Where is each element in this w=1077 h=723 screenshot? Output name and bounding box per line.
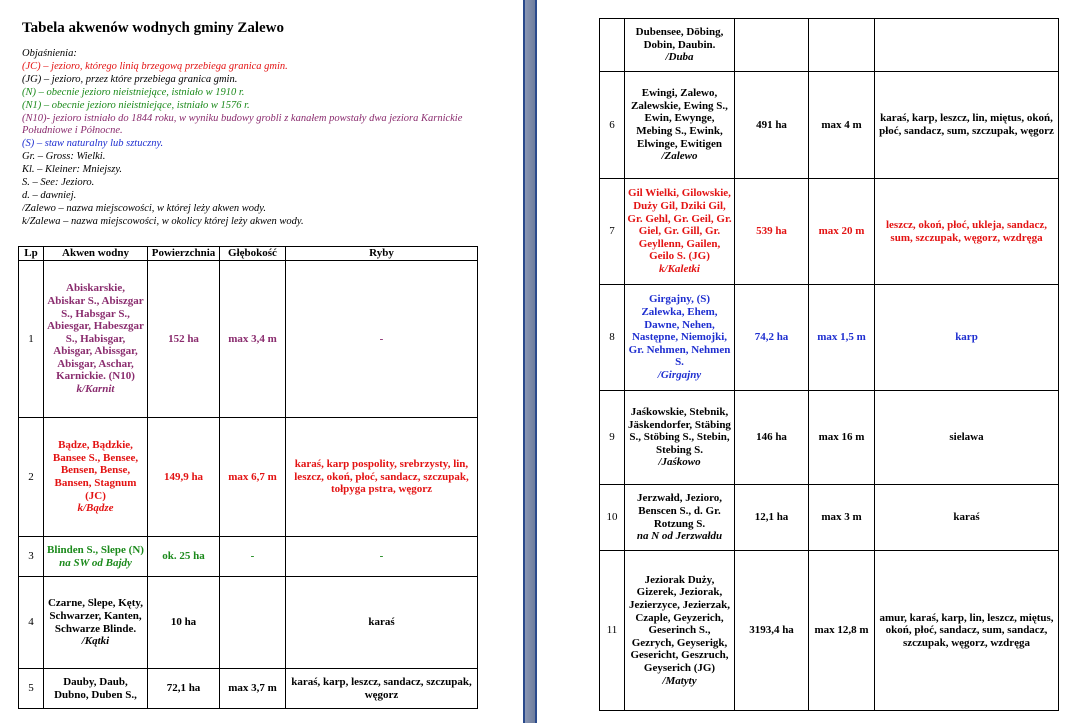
header-glebokosc: Głębokość [220,247,286,261]
cell-ryby [875,551,1059,711]
cell-ryby-text: leszcz, okoń, płoć, ukleja, sandacz, sum, szczupak, węgorz, wzdręga [885,218,1048,244]
cell-lp-text: 2 [28,470,34,483]
cell-ryby-text: karaś [368,616,395,629]
header-akwen: Akwen wodny [44,247,148,261]
cell-glebokosc-text: max 4 m [821,118,862,131]
cell-ryby [286,577,478,669]
cell-akwen [625,179,735,285]
legend [22,48,492,229]
cell-lp-text: 3 [28,550,34,563]
cell-powierzchnia-text: ok. 25 ha [162,550,205,563]
legend-item: (N10)- jezioro istniało do 1844 roku, w wyniku budowy grobli z kanałem powstały dwa jeziora Karnickie Południowe i Północne. [22,112,463,137]
cell-powierzchnia [735,551,809,711]
lakes-table-left [18,246,478,709]
cell-lp [600,551,625,711]
cell-glebokosc [220,418,286,537]
cell-place-text: /Matyty [662,674,697,687]
table-row [19,261,478,418]
cell-place-text: k/Karnit [76,383,115,396]
legend-item: Gr. – Gross: Wielki. [22,151,106,163]
cell-powierzchnia [735,19,809,72]
cell-lp [600,485,625,551]
cell-glebokosc-text: max 3 m [821,511,862,524]
cell-glebokosc [809,391,875,485]
cell-ryby [875,19,1059,72]
cell-akwen-text: Jerzwałd, Jezioro, Benscen S., d. Gr. Rotzung S. [636,492,723,530]
cell-place-text: /Jaśkowo [658,456,701,469]
cell-glebokosc-text: max 3,7 m [228,682,277,695]
document-page-right [537,0,1077,723]
document-page-left [0,0,523,723]
cell-powierzchnia-text: 10 ha [170,616,197,629]
cell-akwen [625,485,735,551]
cell-akwen [625,391,735,485]
cell-glebokosc [220,669,286,709]
cell-powierzchnia [735,72,809,179]
lakes-table-right [599,18,1059,711]
cell-ryby-text: karaś, karp, leszcz, sandacz, szczupak, węgorz [291,675,472,701]
cell-ryby [875,285,1059,391]
cell-akwen-text: Ewingi, Zalewo, Zalewskie, Ewing S., Ewin, Ewynge, Mebing S., Ewink, Elwinge, Ewitigen [631,87,728,150]
cell-akwen [44,261,148,418]
cell-ryby [286,418,478,537]
cell-glebokosc [809,19,875,72]
cell-glebokosc [809,285,875,391]
cell-lp [19,537,44,577]
table-row [600,19,1059,72]
cell-ryby-text: karaś, karp pospolity, srebrzysty, lin, leszcz, okoń, płoć, sandacz, szczupak, tołpyga pstra, węgorz [294,458,469,496]
table-row [600,285,1059,391]
legend-item: (JG) – jezioro, przez które przebiega granica gmin. [22,73,238,85]
table-row [19,537,478,577]
cell-glebokosc-text: max 1,5 m [817,331,866,344]
cell-powierzchnia-text: 149,9 ha [163,470,204,483]
cell-powierzchnia [148,577,220,669]
cell-lp [600,285,625,391]
cell-lp-text: 7 [609,225,615,238]
cell-akwen-text: Gil Wielki, Gilowskie, Duży Gil, Dziki Gil, Gr. Gehl, Gr. Geil, Gr. Giel, Gr. Gill, Gr. Geyllenn, Gailen, Geilo S. (JG) [627,187,732,263]
legend-item: S. – See: Jezioro. [22,177,95,189]
table-row [600,485,1059,551]
cell-ryby-text: karaś [953,511,980,524]
cell-akwen-text: Jaśkowskie, Stebnik, Jäskendorfer, Stäbing S., Stöbing S., Stebin, Stebing S. [628,406,731,456]
cell-powierzchnia [148,418,220,537]
cell-powierzchnia [735,179,809,285]
cell-ryby [286,669,478,709]
cell-lp [19,261,44,418]
cell-akwen [44,537,148,577]
cell-akwen [625,285,735,391]
cell-lp [19,669,44,709]
cell-akwen [625,19,735,72]
cell-powierzchnia [735,285,809,391]
cell-glebokosc [809,485,875,551]
cell-akwen [44,669,148,709]
cell-glebokosc-text: max 16 m [818,431,865,444]
cell-powierzchnia-text: 539 ha [756,225,787,238]
cell-lp [600,179,625,285]
cell-place-text: na N od Jerzwałdu [636,530,723,543]
legend-item: /Zalewo – nazwa miejscowości, w której leży akwen wody. [22,202,267,214]
cell-lp-text: 11 [606,624,618,637]
legend-item: (S) – staw naturalny lub sztuczny. [22,138,164,150]
cell-akwen-text: Dauby, Daub, Dubno, Duben S., [54,675,137,701]
cell-ryby-text: sielawa [949,431,984,444]
cell-powierzchnia-text: 74,2 ha [754,331,789,344]
cell-ryby-text: - [379,550,384,563]
legend-item: Kl. – Kleiner: Mniejszy. [22,164,123,176]
cell-akwen [44,577,148,669]
cell-glebokosc [220,577,286,669]
cell-place-text: k/Bądze [77,502,114,515]
cell-ryby-text: karp [955,331,978,344]
legend-heading: Objaśnienia: [22,48,77,59]
cell-akwen [44,418,148,537]
table-row [19,418,478,537]
header-lp: Lp [19,247,44,261]
table-row [600,391,1059,485]
cell-powierzchnia [148,669,220,709]
legend-item: (JC) – jezioro, którego linią brzegową przebiega granica gmin. [22,60,288,72]
cell-place-text: /Girgajny [657,368,702,381]
header-powierzchnia: Powierzchnia [148,247,220,261]
cell-powierzchnia [148,261,220,418]
cell-akwen-text: Bądze, Bądzkie, Bansee S., Bensee, Bensen, Bense, Bansen, Stagnum (JC) [52,439,139,502]
cell-lp-text: 9 [609,431,615,444]
cell-place-text: /Zalewo [661,150,698,163]
cell-lp [600,19,625,72]
cell-ryby-text: amur, karaś, karp, lin, leszcz, miętus, okoń, płoć, sandacz, sum, sandacz, szczupak, węgorz, wzdręga [879,611,1054,649]
legend-item: (N1) – obecnie jezioro nieistniejące, istniało w 1576 r. [22,99,250,111]
cell-place-text: na SW od Bajdy [59,556,132,569]
cell-powierzchnia-text: 146 ha [756,431,787,444]
cell-glebokosc-text: max 12,8 m [814,624,869,637]
table-row [600,551,1059,711]
cell-ryby-text: - [379,332,384,345]
cell-place-text: /Kątki [81,635,110,648]
cell-lp-text: 6 [609,118,615,131]
page-divider [523,0,537,723]
legend-item: d. – dawniej. [22,189,77,201]
legend-item: (N) – obecnie jezioro nieistniejące, istniało w 1910 r. [22,86,245,98]
cell-glebokosc-text: max 3,4 m [228,332,277,345]
cell-lp-text: 5 [28,682,34,695]
cell-glebokosc [809,551,875,711]
table-row [19,577,478,669]
cell-lp [19,577,44,669]
cell-akwen [625,72,735,179]
cell-glebokosc [809,179,875,285]
cell-powierzchnia-text: 152 ha [168,332,199,345]
cell-akwen-text: Abiskarskie, Abiskar S., Abiszgar S., Habsgar S., Abiesgar, Habeszgar S., Habisgar, Abisgar, Abissgar, Abisgar, Aschar, Karnickie. (N10) [47,282,144,383]
table-header-row [19,247,478,261]
cell-lp-text: 4 [28,616,34,629]
cell-ryby [875,179,1059,285]
cell-ryby [875,391,1059,485]
cell-lp-text: 8 [609,331,615,344]
cell-powierzchnia [735,391,809,485]
cell-ryby [286,537,478,577]
cell-lp [600,72,625,179]
cell-akwen-text: Blinden S., Slepe (N) [47,543,144,556]
cell-ryby [875,72,1059,179]
cell-powierzchnia-text: 491 ha [756,118,787,131]
table-row [600,72,1059,179]
document-title: Tabela akwenów wodnych gminy Zalewo [22,20,284,36]
cell-glebokosc [220,537,286,577]
cell-akwen-text: Czarne, Slepe, Kęty, Schwarzer, Kanten, Schwarze Blinde. [47,597,143,635]
header-ryby: Ryby [286,247,478,261]
cell-powierzchnia [148,537,220,577]
cell-powierzchnia [735,485,809,551]
cell-lp [19,418,44,537]
cell-lp-text: 10 [606,511,618,524]
cell-ryby-text: karaś, karp, leszcz, lin, miętus, okoń, płoć, sandacz, sum, szczupak, węgorz [879,112,1054,137]
cell-akwen-text: Girgajny, (S) Zalewka, Ehem, Dawne, Nehen, Następne, Niemojki, Gr. Nehmen, Nehmen S. [628,293,731,369]
cell-lp-text: 1 [28,332,34,345]
cell-glebokosc [809,72,875,179]
cell-place-text: /Duba [665,51,694,64]
table-row [19,669,478,709]
cell-glebokosc [220,261,286,418]
legend-item: k/Zalewa – nazwa miejscowości, w okolicy której leży akwen wody. [22,215,304,227]
cell-ryby [875,485,1059,551]
cell-glebokosc-text: max 20 m [818,225,865,238]
cell-akwen [625,551,735,711]
cell-akwen-text: Dubensee, Döbing, Dobin, Daubin. [635,26,724,51]
cell-powierzchnia-text: 12,1 ha [754,511,789,524]
cell-akwen-text: Jeziorak Duży, Gizerek, Jeziorak, Jezierzyce, Jezierzak, Czaple, Geyzerich, Geserinch S., Gezrych, Geyserigk, Gesericht, Geszruch, Geyserich (JG) [628,573,731,674]
cell-powierzchnia-text: 72,1 ha [166,682,201,695]
cell-lp [600,391,625,485]
cell-place-text: k/Kaletki [659,262,700,275]
cell-glebokosc-text: - [250,550,255,563]
cell-powierzchnia-text: 3193,4 ha [749,624,794,637]
cell-glebokosc-text: max 6,7 m [228,470,277,483]
cell-ryby [286,261,478,418]
table-row [600,179,1059,285]
